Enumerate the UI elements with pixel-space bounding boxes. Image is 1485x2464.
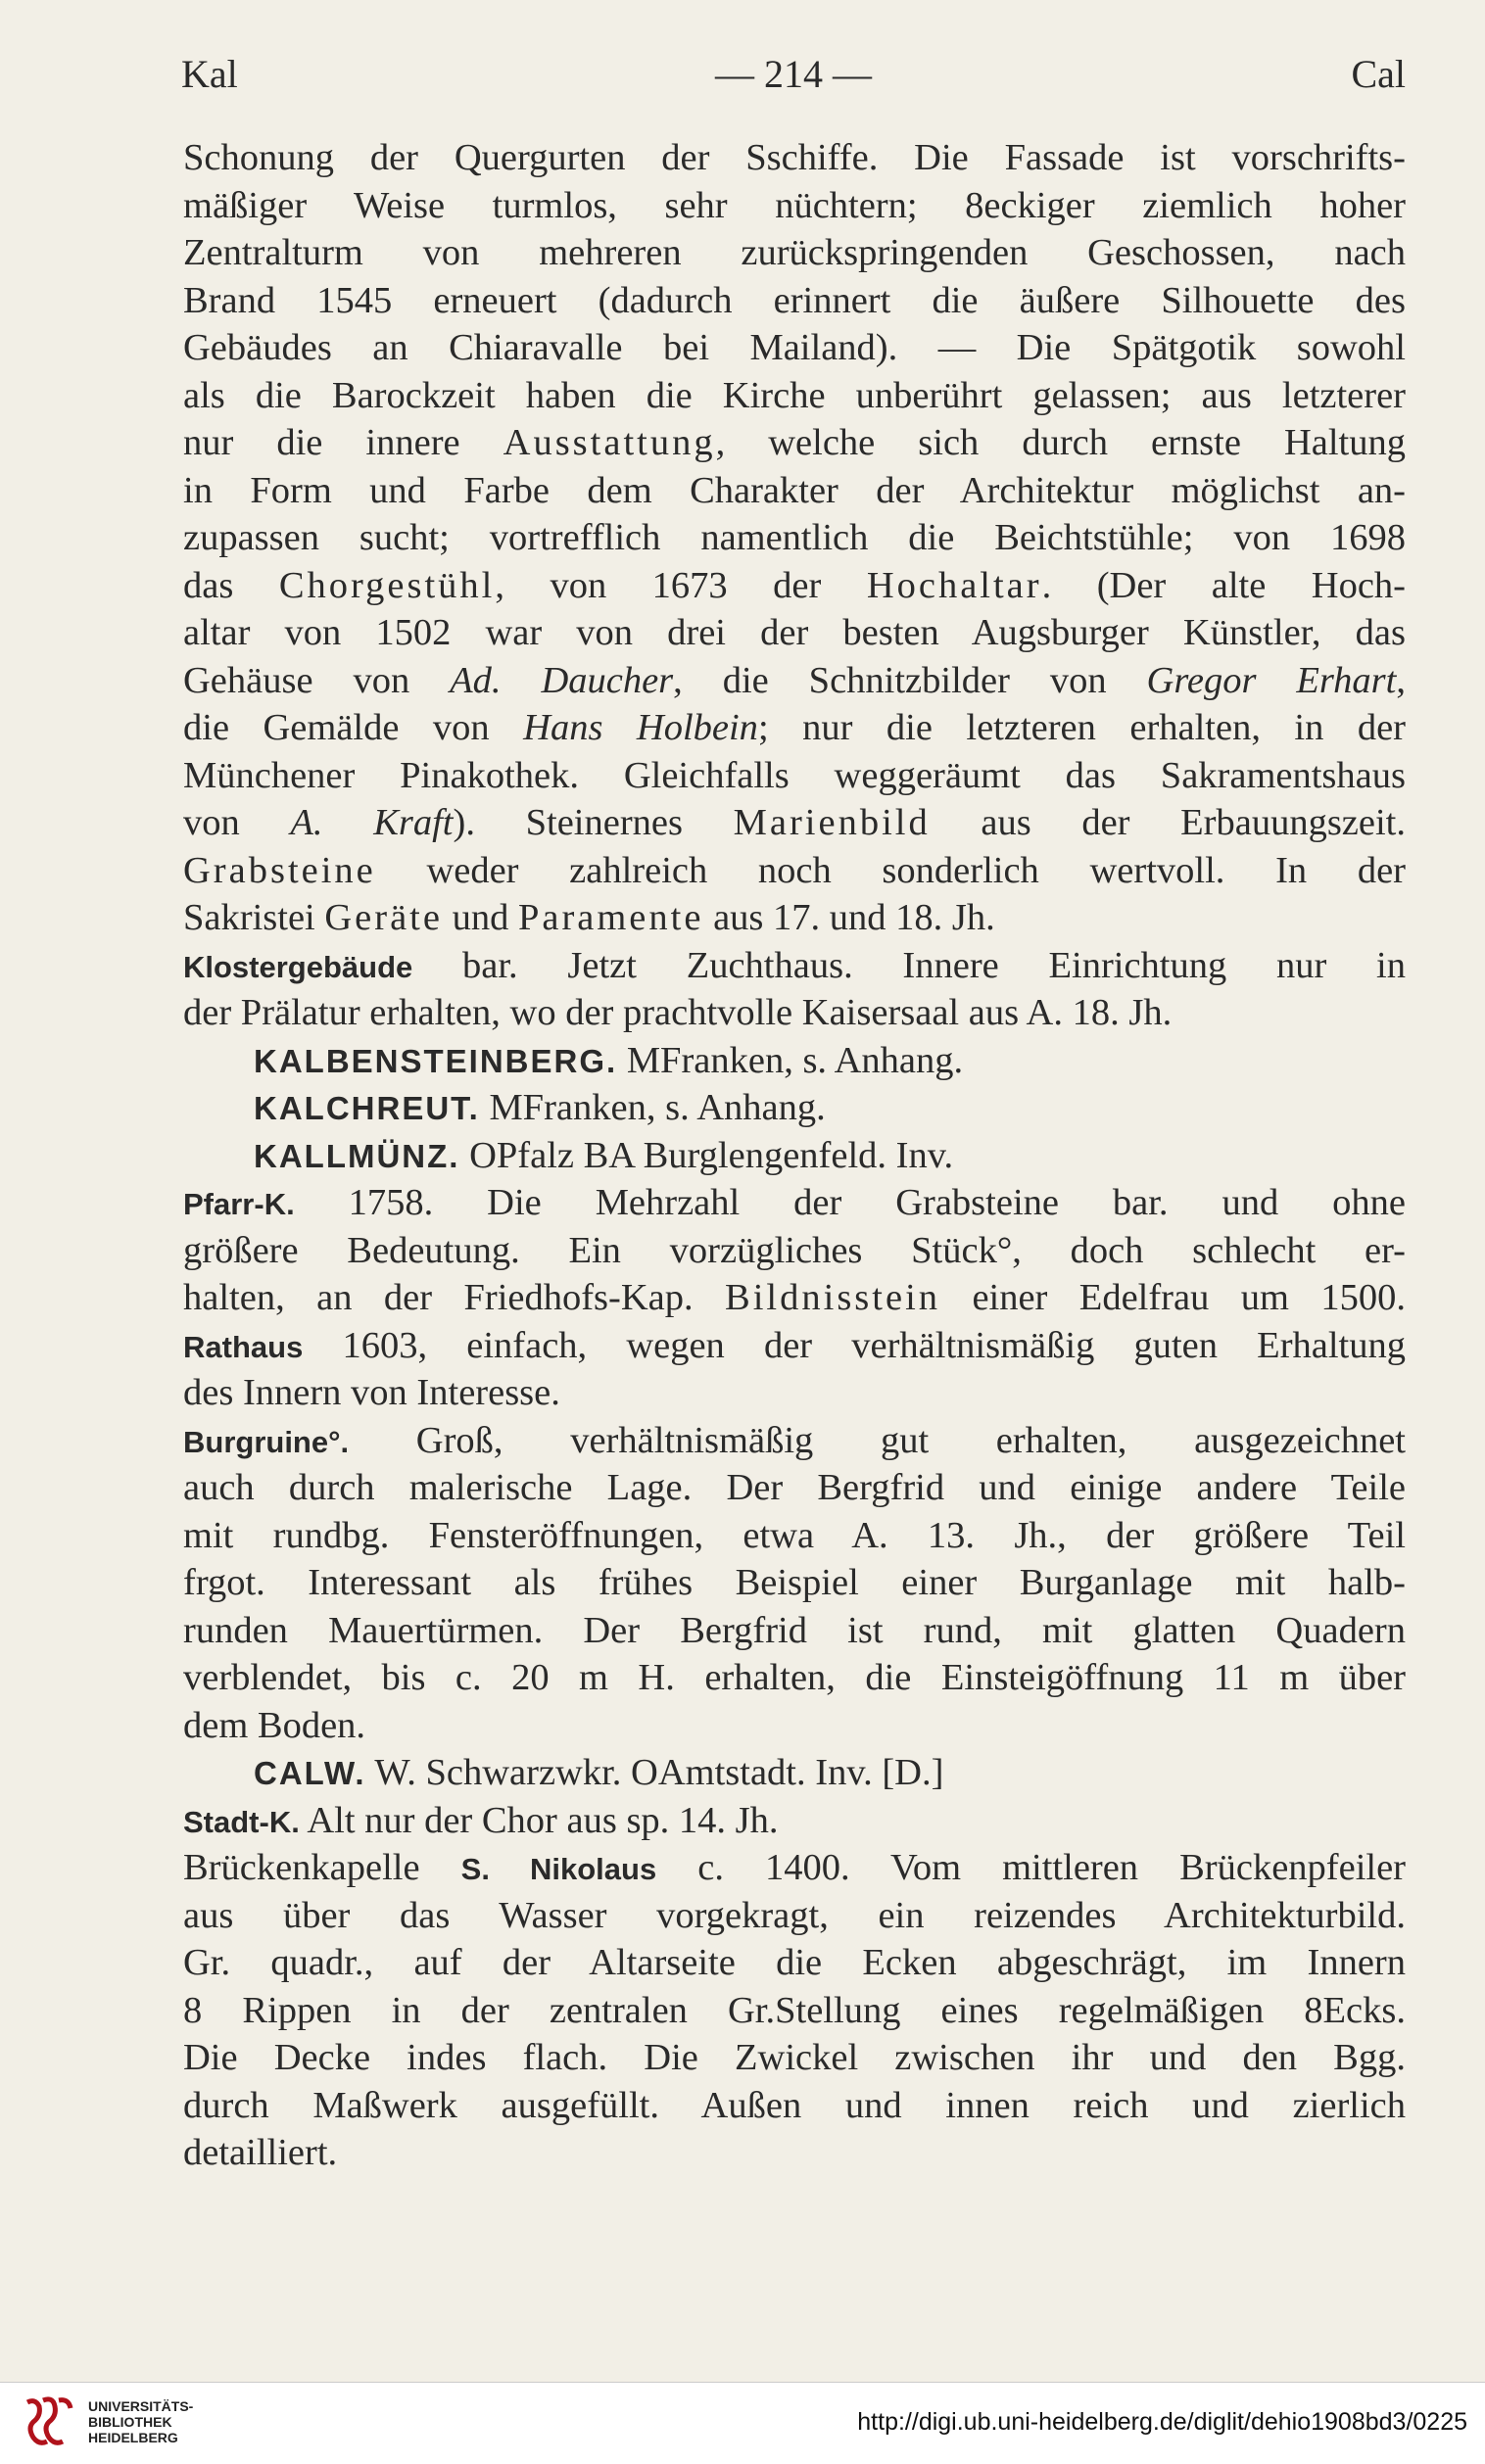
text-line: runden Mauertürmen. Der Bergfrid ist rund, mit glatten Quadern xyxy=(183,1609,1406,1651)
text-line: Sakristei Geräte und Paramente aus 17. und 18. Jh. xyxy=(183,897,995,938)
text-line: KALBENSTEINBERG. MFranken, s. Anhang. xyxy=(254,1039,964,1081)
text-line: frgot. Interessant als frühes Beispiel einer Burganlage mit halb- xyxy=(183,1562,1406,1603)
text-line: die Gemälde von Hans Holbein; nur die letzteren erhalten, in der xyxy=(183,707,1406,748)
text-line: Klostergebäude bar. Jetzt Zuchthaus. Innere Einrichtung nur in xyxy=(183,944,1406,986)
logo-line-3: HEIDELBERG xyxy=(88,2430,178,2445)
text-line: Schonung der Quergurten der Sschiffe. Die Fassade ist vorschrifts- xyxy=(183,137,1406,178)
source-url[interactable]: http://digi.ub.uni-heidelberg.de/diglit/dehio1908bd3/0225 xyxy=(857,2408,1467,2436)
spaced-term: Bildnisstein xyxy=(725,1277,941,1318)
spaced-term: Grabsteine xyxy=(183,849,376,891)
text-line: das Chorgestühl, von 1673 der Hochaltar. (Der alte Hoch- xyxy=(183,564,1406,606)
text-line: Münchener Pinakothek. Gleichfalls weggeräumt das Sakramentshaus xyxy=(183,754,1406,796)
place-heading: KALCHREUT. xyxy=(254,1090,480,1126)
place-heading: CALW. xyxy=(254,1755,366,1791)
library-name xyxy=(88,2398,193,2445)
page-number: — 214 — xyxy=(715,52,872,96)
text-line: mäßiger Weise turmlos, sehr nüchtern; 8eckiger ziemlich hoher xyxy=(183,184,1406,226)
text-line: durch Maßwerk ausgefüllt. Außen und innen reich und zierlich xyxy=(183,2084,1406,2126)
text-line: Zentralturm von mehreren zurückspringenden Geschossen, nach xyxy=(183,232,1406,273)
text-line: Rathaus 1603, einfach, wegen der verhältnismäßig guten Erhaltung xyxy=(183,1324,1406,1366)
spaced-term: Hochaltar xyxy=(866,564,1042,606)
text-line: Brückenkapelle S. Nikolaus c. 1400. Vom mittleren Brückenpfeiler xyxy=(183,1847,1407,1888)
text-line: von A. Kraft). Steinernes Marienbild aus der Erbauungszeit. xyxy=(183,802,1407,843)
entry-keyword: Stadt-K. xyxy=(183,1804,300,1839)
text-line: Brand 1545 erneuert (dadurch erinnert die äußere Silhouette des xyxy=(183,279,1406,321)
text-line: KALLMÜNZ. OPfalz BA Burglengenfeld. Inv. xyxy=(254,1134,954,1176)
university-library-logo-icon xyxy=(22,2394,76,2451)
text-line: aus über das Wasser vorgekragt, ein reizendes Architekturbild. xyxy=(183,1894,1406,1936)
spaced-term: Geräte xyxy=(324,897,443,938)
text-line: CALW. W. Schwarzwkr. OAmtstadt. Inv. [D.] xyxy=(254,1752,944,1793)
spaced-term: Chorgestühl xyxy=(278,564,496,606)
text-line: detailliert. xyxy=(183,2132,338,2173)
text-line: Gebäudes an Chiaravalle bei Mailand). — Die Spätgotik sowohl xyxy=(183,327,1406,368)
text-line: 8 Rippen in der zentralen Gr.Stellung eines regelmäßigen 8Ecks. xyxy=(183,1989,1406,2031)
page-body-text xyxy=(183,134,1406,2177)
artist-name: Gregor Erhart xyxy=(1146,659,1397,701)
text-line: halten, an der Friedhofs-Kap. Bildnisstein einer Edelfrau um 1500. xyxy=(183,1277,1406,1318)
text-line: auch durch malerische Lage. Der Bergfrid und einige andere Teile xyxy=(183,1467,1406,1508)
text-line: Die Decke indes flach. Die Zwickel zwischen ihr und den Bgg. xyxy=(183,2037,1406,2078)
text-line: zupassen sucht; vortrefflich namentlich die Beichtstühle; von 1698 xyxy=(183,517,1406,558)
artist-name: A. Kraft xyxy=(290,802,454,843)
header-right: Cal xyxy=(1351,52,1406,96)
text-line: KALCHREUT. MFranken, s. Anhang. xyxy=(254,1087,826,1128)
running-header xyxy=(181,51,1406,110)
entry-keyword: Pfarr-K. xyxy=(183,1187,295,1221)
logo-line-2: BIBLIOTHEK xyxy=(88,2414,172,2430)
artist-name: Ad. Daucher xyxy=(450,659,674,701)
entry-keyword: Burgruine°. xyxy=(183,1424,350,1459)
text-line: größere Bedeutung. Ein vorzügliches Stück°, doch schlecht er- xyxy=(183,1229,1406,1271)
entry-keyword: Klostergebäude xyxy=(183,949,413,984)
place-heading: KALBENSTEINBERG. xyxy=(254,1042,618,1079)
text-line: nur die innere Ausstattung, welche sich durch ernste Haltung xyxy=(183,422,1406,463)
header-left: Kal xyxy=(181,52,238,96)
logo-line-1: UNIVERSITÄTS- xyxy=(88,2398,194,2414)
text-line: Stadt-K. Alt nur der Chor aus sp. 14. Jh. xyxy=(183,1799,779,1841)
footer-bar xyxy=(0,2382,1485,2464)
text-line: des Innern von Interesse. xyxy=(183,1372,560,1413)
place-heading: KALLMÜNZ. xyxy=(254,1137,460,1174)
spaced-term: Paramente xyxy=(517,897,704,938)
text-line: Gr. quadr., auf der Altarseite die Ecken abgeschrägt, im Innern xyxy=(183,1942,1406,1983)
reference: [D.] xyxy=(882,1752,944,1793)
spaced-term: Ausstattung xyxy=(503,422,716,463)
text-line: Grabsteine weder zahlreich noch sonderlich wertvoll. In der xyxy=(183,849,1406,891)
entry-keyword: Rathaus xyxy=(183,1329,304,1364)
text-line: in Form und Farbe dem Charakter der Architektur möglichst an- xyxy=(183,469,1406,511)
spaced-term: Marienbild xyxy=(733,802,931,843)
text-line: dem Boden. xyxy=(183,1704,366,1746)
text-line: mit rundbg. Fensteröffnungen, etwa A. 13. Jh., der größere Teil xyxy=(183,1514,1406,1556)
text-line: Gehäuse von Ad. Daucher, die Schnitzbilder von Gregor Erhart, xyxy=(183,659,1406,701)
artist-name: Hans Holbein xyxy=(523,707,758,748)
text-line: Pfarr-K. 1758. Die Mehrzahl der Grabsteine bar. und ohne xyxy=(183,1182,1406,1223)
text-line: als die Barockzeit haben die Kirche unberührt gelassen; aus letzterer xyxy=(183,374,1406,416)
entry-keyword: S. Nikolaus xyxy=(460,1852,657,1886)
text-line: verblendet, bis c. 20 m H. erhalten, die Einsteigöffnung 11 m über xyxy=(183,1657,1406,1698)
text-line: Burgruine°. Groß, verhältnismäßig gut erhalten, ausgezeichnet xyxy=(183,1419,1406,1461)
text-line: der Prälatur erhalten, wo der prachtvolle Kaisersaal aus A. 18. Jh. xyxy=(183,992,1173,1033)
text-line: altar von 1502 war von drei der besten Augsburger Künstler, das xyxy=(183,612,1406,653)
